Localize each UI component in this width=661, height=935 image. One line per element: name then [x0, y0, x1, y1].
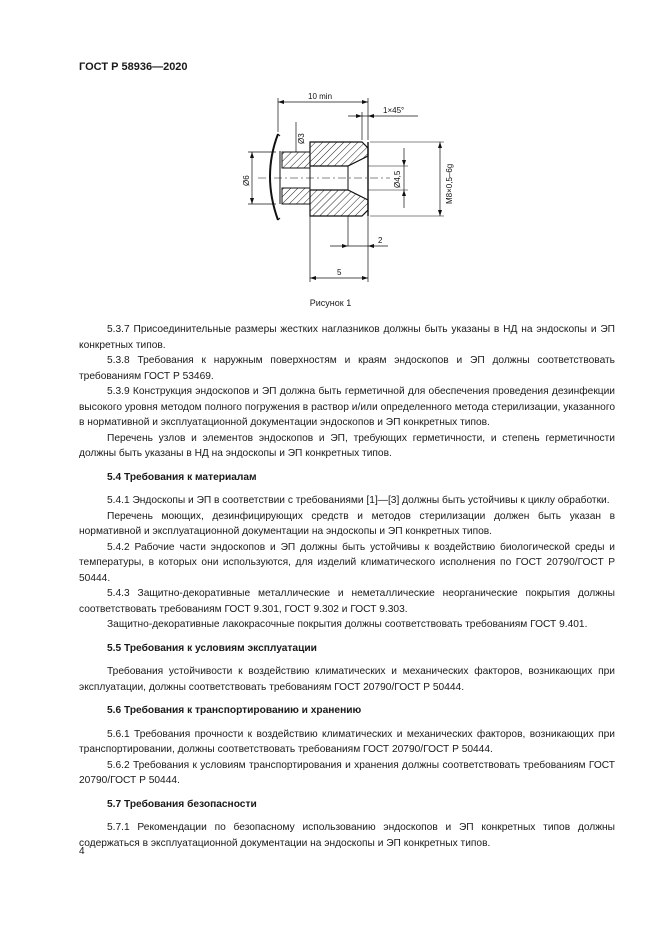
- paragraph: Перечень моющих, дезинфицирующих средств и методов стерилизации должен быть указан в нормативной и эксплуатационной документации на эндоскопы и ЭП конкретных типов.: [79, 510, 615, 537]
- dim-depth: 5: [337, 268, 342, 277]
- dim-d45: Ø4,5: [393, 170, 402, 188]
- paragraph: 5.6.2 Требования к условиям транспортирования и хранения должны соответствовать требованиям ГОСТ 20790/ГОСТ Р 50444.: [79, 759, 615, 786]
- paragraph: 5.4.1 Эндоскопы и ЭП в соответствии с требованиями [1]—[3] должны быть устойчивы к циклу обработки.: [107, 495, 610, 506]
- paragraph: Требования устойчивости к воздействию климатических и механических факторов, возникающих при эксплуатации, должны соответствовать требованиям ГОСТ 20790/ГОСТ Р 50444.: [79, 666, 615, 693]
- section-heading: 5.5 Требования к условиям эксплуатации: [107, 642, 317, 654]
- paragraph: 5.6.1 Требования прочности к воздействию климатических и механических факторов, возникающих при транспортировании, должны соответствовать требованиям ГОСТ 20790/ГОСТ Р 50444.: [79, 728, 615, 755]
- body-upper-hatch: [310, 142, 368, 166]
- document-body: [79, 322, 615, 851]
- dim-gap: 2: [378, 236, 383, 245]
- dim-thread: М8×0,5–6g: [445, 163, 454, 204]
- paragraph: 5.7.1 Рекомендации по безопасному использованию эндоскопов и ЭП конкретных типов должны содержаться в эксплуатационной документации на эндоскопы и ЭП конкретных типов.: [79, 822, 615, 849]
- eyepiece-head-shape: [270, 134, 278, 220]
- paragraph: 5.4.2 Рабочие части эндоскопов и ЭП должны быть устойчивы к воздействию биологической среды и температуры, в которых они используются, для изделий климатического исполнения по ГОСТ 20790/ГОСТ Р 50444.: [79, 541, 615, 584]
- paragraph: 5.3.7 Присоединительные размеры жестких наглазников должны быть указаны в НД на эндоскопы и ЭП конкретных типов.: [79, 324, 615, 351]
- dim-d6: Ø6: [242, 175, 251, 186]
- section-heading: 5.4 Требования к материалам: [107, 471, 257, 483]
- technical-drawing: [230, 86, 470, 286]
- section-heading: 5.7 Требования безопасности: [107, 798, 257, 810]
- paragraph: Защитно-декоративные лакокрасочные покрытия должны соответствовать требованиям ГОСТ 9.401.: [107, 619, 588, 630]
- document-header: ГОСТ Р 58936—2020: [79, 61, 188, 73]
- dim-length: 10 min: [308, 92, 333, 101]
- page-number: 4: [79, 846, 85, 857]
- dim-chamfer: 1×45°: [383, 106, 405, 115]
- paragraph: 5.4.3 Защитно-декоративные металлические и неметаллические неорганические покрытия должны соответствовать требованиям ГОСТ 9.301, ГОСТ 9.302 и ГОСТ 9.303.: [79, 588, 615, 615]
- body-lower-hatch: [310, 190, 368, 216]
- section-heading: 5.6 Требования к транспортированию и хранению: [107, 705, 362, 716]
- paragraph: 5.3.9 Конструкция эндоскопов и ЭП должна быть герметичной для обеспечения проведения дезинфекции высокого уровня методом полного погружения в раствор и/или определенного метода стерилизации, указанного в нормативной и эксплуатационной документации эндоскопов и ЭП конкретных типов.: [79, 386, 615, 428]
- paragraph: Перечень узлов и элементов эндоскопов и ЭП, требующих герметичности, и степень герметичности должны быть указаны в НД на эндоскопы и ЭП конкретных типов.: [79, 432, 615, 459]
- dim-d3: Ø3: [297, 133, 306, 144]
- figure-caption: Рисунок 1: [309, 298, 352, 308]
- paragraph: 5.3.8 Требования к наружным поверхностям и краям эндоскопов и ЭП должны соответствовать требованиям ГОСТ Р 53469.: [79, 355, 615, 382]
